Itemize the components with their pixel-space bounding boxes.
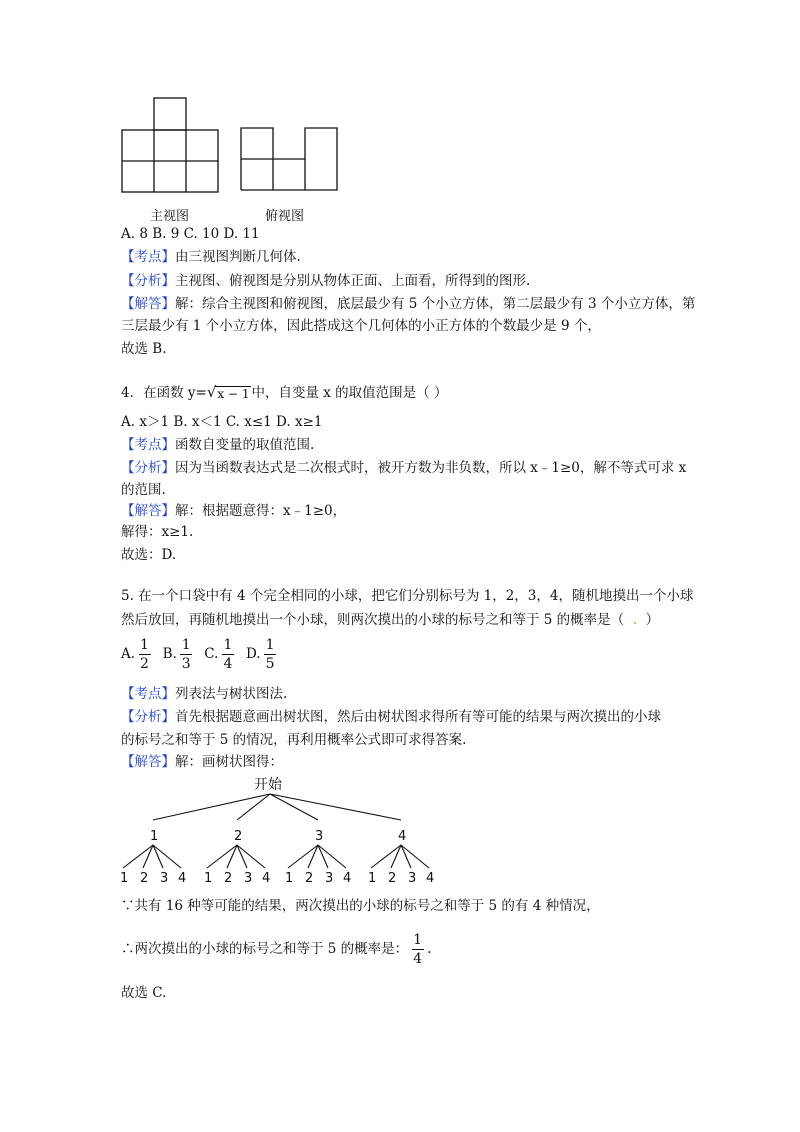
tree-second-node: 4 (262, 871, 271, 886)
tree-second-node: 2 (305, 871, 314, 886)
tree-second-node: 4 (343, 871, 352, 886)
three-view-figure (112, 95, 347, 227)
q4-fenxi-cont: 的范围. (121, 482, 166, 498)
kaodian-tag: 【考点】 (121, 437, 175, 453)
q4-kaodian: 【考点】函数自变量的取值范围. (121, 437, 315, 453)
fenxi-tag: 【分析】 (121, 709, 175, 725)
fenxi-tag: 【分析】 (121, 273, 175, 289)
orange-dot-icon: . (624, 612, 646, 628)
tree-second-node: 2 (224, 871, 233, 886)
sqrt-icon: √ (206, 383, 217, 401)
tree-second-node: 1 (120, 871, 129, 886)
q4-options: A. x＞1 B. x＜1 C. x≤1 D. x≥1 (121, 414, 323, 430)
main-view-drawing (122, 98, 218, 192)
tree-leaf-line (401, 845, 429, 868)
option-b-fraction: $\frac{1}{3}$ (181, 637, 191, 672)
q3-jieda: 【解答】解：综合主视图和俯视图，底层最少有 5 个小立方体，第二层最少有 3 个小立方体，第 (121, 296, 696, 312)
q5-therefore: ∴两次摸出的小球的标号之和等于 5 的概率是： $\frac{1}{4}$ . (121, 932, 432, 967)
tree-second-node: 2 (388, 871, 397, 886)
tree-second-node: 2 (140, 871, 149, 886)
q5-fenxi-cont: 的标号之和等于 5 的情况，再利用概率公式即可求得答案. (121, 732, 467, 748)
tree-second-node: 1 (285, 871, 294, 886)
q4-jieda: 【解答】解：根据题意得：x﹣1≥0， (121, 503, 347, 519)
tree-branch-line (270, 794, 401, 820)
option-d-fraction: $\frac{1}{5}$ (265, 637, 275, 672)
q4-conclusion: 故选：D. (121, 547, 177, 563)
q4-jieda-cont: 解得：x≥1. (121, 524, 194, 540)
q3-conclusion: 故选 B. (121, 341, 167, 357)
tree-leaf-line (237, 845, 265, 868)
q5-conclusion: 故选 C. (121, 985, 167, 1001)
jieda-tag: 【解答】 (121, 503, 175, 519)
tree-first-node: 3 (315, 829, 324, 844)
q5-kaodian: 【考点】列表法与树状图法. (121, 686, 288, 702)
tree-branch-line (153, 794, 270, 820)
q5-options: A. $\frac{1}{2}$ B. $\frac{1}{3}$ C. $\frac{1}{4}$ D. $\frac{1}{5}$ (121, 637, 275, 672)
q3-kaodian: 【考点】由三视图判断几何体. (121, 249, 301, 265)
q5-jieda: 【解答】解：画树状图得： (121, 754, 283, 770)
tree-first-node: 1 (150, 829, 159, 844)
q4-fenxi: 【分析】因为当函数表达式是二次根式时，被开方数为非负数，所以 x﹣1≥0，解不等式可求 x (121, 460, 687, 476)
tree-first-node: 2 (234, 829, 243, 844)
option-a-fraction: $\frac{1}{2}$ (140, 637, 149, 672)
tree-second-node: 3 (325, 871, 334, 886)
top-view-drawing (241, 128, 337, 190)
answer-fraction: $\frac{1}{4}$ (413, 932, 423, 967)
tree-leaf-line (318, 845, 346, 868)
q3-jieda-cont: 三层最少有 1 个小立方体，因此搭成这个几何体的小正方体的个数最少是 9 个， (121, 318, 601, 334)
tree-second-node: 4 (426, 871, 435, 886)
tree-diagram (112, 772, 442, 888)
tree-second-node: 3 (244, 871, 253, 886)
q5-stem: 5. 在一个口袋中有 4 个完全相同的小球，把它们分别标号为 1，2，3，4，随机地摸出一个小球 (121, 588, 694, 604)
top-view-label: 俯视图 (265, 209, 305, 224)
q5-stem-cont: 然后放回，再随机地摸出一个小球，则两次摸出的小球的标号之和等于 5 的概率是（ . ） (121, 612, 660, 628)
tree-second-node: 4 (178, 871, 187, 886)
q4-stem: 4．在函数 y=√x − 1 中，自变量 x 的取值范围是（ ） (121, 383, 448, 401)
tree-branch-line (270, 794, 318, 820)
kaodian-tag: 【考点】 (121, 249, 175, 265)
tree-first-node: 4 (398, 829, 407, 844)
tree-root-label: 开始 (254, 777, 282, 793)
tree-second-node: 3 (160, 871, 169, 886)
jieda-tag: 【解答】 (121, 754, 175, 770)
q5-because: ∵共有 16 种等可能的结果，两次摸出的小球的标号之和等于 5 的有 4 种情况， (121, 898, 600, 914)
main-view-label: 主视图 (150, 209, 190, 224)
tree-second-node: 3 (408, 871, 417, 886)
q3-fenxi: 【分析】主视图、俯视图是分别从物体正面、上面看，所得到的图形. (121, 273, 531, 289)
fenxi-tag: 【分析】 (121, 460, 175, 476)
kaodian-tag: 【考点】 (121, 686, 175, 702)
jieda-tag: 【解答】 (121, 296, 175, 312)
tree-second-node: 1 (204, 871, 213, 886)
option-c-fraction: $\frac{1}{4}$ (223, 637, 233, 672)
tree-second-node: 1 (368, 871, 377, 886)
q5-fenxi: 【分析】首先根据题意画出树状图，然后由树状图求得所有等可能的结果与两次摸出的小球 (121, 709, 661, 725)
q3-options: A. 8 B. 9 C. 10 D. 11 (121, 226, 260, 242)
tree-leaf-line (153, 845, 181, 868)
